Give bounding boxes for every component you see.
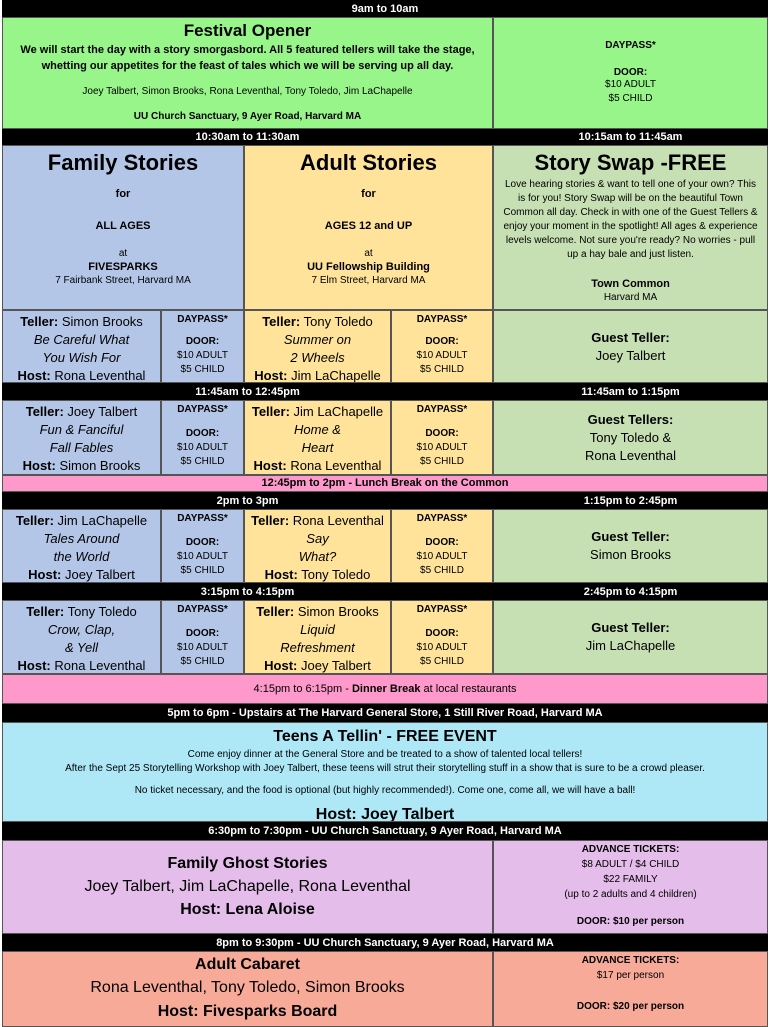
slot1-family-cell [2,310,161,383]
host-label: Host: [22,458,56,473]
child-price: $5 CHILD [420,656,464,667]
teens-line-2: After the Sept 25 Storytelling Workshop with Joey Talbert, these teens will strut their storytelling stuff in a show that is sure to be a crowd pleaser. [65,763,705,774]
swap-header [493,145,768,310]
cabaret-advance: ADVANCE TICKETS: [581,955,680,966]
slot3-family-cell [2,509,161,583]
slot2-family-host: Simon Brooks [59,458,141,473]
teller-label: Teller: [25,404,64,419]
adult-header [244,145,493,310]
slot1-adult-title-2: 2 Wheels [290,350,345,365]
slot3-adult-teller: Rona Leventhal [292,513,384,528]
dinner-bar [2,674,768,704]
time-bar-3-left [2,492,493,509]
child-price: $5 CHILD [180,456,225,467]
teller-label: Teller: [251,513,290,528]
slot4-family-teller: Tony Toledo [67,604,137,619]
teller-label: Teller: [15,513,54,528]
slot4-adult-cell [244,600,391,674]
slot1-family-title-2: You Wish For [42,350,121,365]
adult-price: $10 ADULT [416,642,468,653]
slot2-family-price [161,400,244,475]
daypass-label: DAYPASS* [416,513,468,524]
door-label: DOOR: [185,628,220,639]
door-label: DOOR: [185,428,220,439]
teens-cell [2,722,768,822]
host-label: Host: [254,368,288,383]
host-label: Host: [264,658,298,673]
family-header [2,145,244,310]
time-bar-2-right [493,383,768,400]
slot3-family-title-2: the World [53,549,110,564]
opener-time-bar [2,0,768,17]
teller-label: Teller: [262,314,301,329]
swap-title: Story Swap -FREE [534,150,727,175]
adult-at: at [364,248,373,260]
slot1-adult-host: Jim LaChapelle [291,368,381,383]
guest-teller-label: Guest Teller: [591,329,670,345]
opener-daypass: DAYPASS* [605,40,656,51]
time-1-right: 10:15am to 11:45am [578,131,683,143]
daypass-label: DAYPASS* [416,404,468,415]
slot2-guest-teller-2: Rona Leventhal [584,447,677,463]
slot1-adult-price [391,310,493,383]
door-label: DOOR: [185,537,220,548]
host-label: Host: [17,368,51,383]
door-label: DOOR: [425,537,459,548]
opener-location: UU Church Sanctuary, 9 Ayer Road, Harvard MA [133,111,362,122]
cabaret-price-cell [493,951,768,1027]
daypass-label: DAYPASS* [177,513,228,524]
family-venue: FIVESPARKS [88,261,158,274]
opener-child-price: $5 CHILD [608,93,653,104]
time-bar-1-right [493,129,768,145]
door-label: DOOR: [185,336,220,347]
slot3-adult-cell [244,509,391,583]
ghost-tellers: Joey Talbert, Jim LaChapelle, Rona Leventhal [84,878,411,895]
family-for: for [115,188,131,201]
child-price: $5 CHILD [180,565,225,576]
daypass-label: DAYPASS* [177,604,228,615]
swap-address: Harvard MA [603,292,658,304]
slot1-guest-teller: Joey Talbert [595,347,666,363]
swap-venue: Town Common [591,278,670,291]
adult-title: Adult Stories [300,150,437,175]
ghost-door: DOOR: $10 per person [576,916,685,927]
time-3-right: 1:15pm to 2:45pm [583,494,678,507]
slot3-adult-price [391,509,493,583]
time-bar-2-left [2,383,493,400]
guest-teller-label: Guest Teller: [591,620,670,635]
teller-label: Teller: [251,404,290,419]
teens-host: Host: Joey Talbert [315,806,455,822]
opener-time: 9am to 10am [351,2,419,15]
adult-price: $10 ADULT [416,551,468,562]
daypass-label: DAYPASS* [416,604,468,615]
slot4-family-cell [2,600,161,674]
adult-price: $10 ADULT [177,642,228,653]
host-label: Host: [28,567,62,582]
opener-price-cell [493,17,768,129]
lunch-time: 12:45pm to 2pm [261,477,346,489]
slot3-family-price [161,509,244,583]
dinner-time: 4:15pm to 6:15pm - [253,683,352,695]
slot3-family-teller: Jim LaChapelle [57,513,148,528]
slot1-family-title-1: Be Careful What [33,332,130,347]
slot4-family-host: Rona Leventhal [54,658,146,673]
opener-cell [2,17,493,129]
daypass-label: DAYPASS* [416,314,468,325]
slot4-guest-teller: Jim LaChapelle [585,638,676,653]
cabaret-cell [2,951,493,1027]
slot2-family-title-2: Fall Fables [49,440,114,455]
teens-line-3: No ticket necessary, and the food is optional (but highly recommended!). Come one, come all, we will have a ball! [134,785,636,796]
teller-label: Teller: [256,604,295,619]
family-address: 7 Fairbank Street, Harvard MA [55,275,191,287]
ghost-host: Host: Lena Aloise [180,901,315,918]
time-bar-4-right [493,583,768,600]
slot2-adult-price [391,400,493,475]
teens-bar [2,704,768,722]
time-2-right: 11:45am to 1:15pm [581,385,680,398]
adult-price: $10 ADULT [416,442,468,453]
ghost-bar [2,822,768,840]
opener-title: Festival Opener [183,21,312,40]
door-label: DOOR: [425,628,459,639]
child-price: $5 CHILD [420,364,464,375]
host-label: Host: [17,658,51,673]
time-1-left: 10:30am to 11:30am [195,131,300,143]
ghost-price-1: $8 ADULT / $4 CHILD [581,859,680,870]
teens-line-1: Come enjoy dinner at the General Store and be treated to a show of talented local tellers! [187,749,583,760]
opener-adult-price: $10 ADULT [605,79,656,90]
slot2-guest-teller-1: Tony Toledo & [589,429,672,445]
slot3-adult-host: Tony Toledo [301,567,371,582]
family-at: at [118,248,128,260]
ghost-title: Family Ghost Stories [167,855,328,872]
host-label: Host: [264,567,298,582]
slot4-guest-cell [493,600,768,674]
slot1-family-host: Rona Leventhal [54,368,146,383]
adult-price: $10 ADULT [416,350,468,361]
time-4-left: 3:15pm to 4:15pm [200,585,295,598]
slot2-family-title-1: Fun & Fanciful [39,422,124,437]
dinner-rest: at local restaurants [420,683,517,695]
slot2-guest-cell [493,400,768,475]
time-bar-1-left [2,129,493,145]
child-price: $5 CHILD [180,364,225,375]
adult-venue: UU Fellowship Building [307,261,430,274]
child-price: $5 CHILD [420,456,464,467]
ghost-price-3: (up to 2 adults and 4 children) [564,889,697,900]
slot1-adult-cell [244,310,391,383]
time-bar-4-left [2,583,493,600]
slot3-family-host: Joey Talbert [64,567,135,582]
door-label: DOOR: [425,428,459,439]
daypass-label: DAYPASS* [177,404,228,415]
ghost-price-cell [493,840,768,934]
slot4-adult-price [391,600,493,674]
time-4-right: 2:45pm to 4:15pm [583,585,678,598]
cabaret-door: DOOR: $20 per person [576,1001,685,1012]
family-title: Family Stories [47,150,199,175]
cabaret-host: Host: Fivesparks Board [157,1003,338,1020]
slot3-guest-cell [493,509,768,583]
slot4-adult-title-2: Refreshment [280,640,355,655]
slot2-family-teller: Joey Talbert [67,404,138,419]
cabaret-price-1: $17 per person [596,970,665,981]
opener-desc: We will start the day with a story smorgasbord. All 5 featured tellers will take the stage, whetting our appetites for the feast of tales which we will be serving up all day. [20,44,475,72]
slot4-adult-title-1: Liquid [300,622,335,637]
family-ages: ALL AGES [95,220,151,233]
lunch-bar [2,475,768,492]
child-price: $5 CHILD [180,656,225,667]
cabaret-bar [2,934,768,951]
slot4-family-title-2: & Yell [64,640,98,655]
time-2-left: 11:45am to 12:45pm [195,385,300,398]
slot3-adult-title-1: Say [306,531,329,546]
slot4-adult-host: Joey Talbert [300,658,371,673]
adult-price: $10 ADULT [177,350,228,361]
host-label: Host: [253,458,287,473]
slot3-family-title-1: Tales Around [43,531,120,546]
slot2-adult-title-2: Heart [301,440,334,455]
opener-door: DOOR: [613,67,648,78]
slot4-family-title-1: Crow, Clap, [47,622,116,637]
time-bar-3-right [493,492,768,509]
slot3-guest-teller: Simon Brooks [590,547,671,562]
slot1-family-price [161,310,244,383]
slot1-guest-cell [493,310,768,383]
teens-time-location: 5pm to 6pm - Upstairs at The Harvard General Store, 1 Still River Road, Harvard MA [167,707,603,719]
adult-price: $10 ADULT [177,551,228,562]
adult-for: for [361,188,376,201]
slot2-adult-title-1: Home & [294,422,341,437]
slot2-adult-host: Rona Leventhal [290,458,382,473]
door-label: DOOR: [425,336,459,347]
ghost-advance: ADVANCE TICKETS: [581,844,680,855]
child-price: $5 CHILD [420,565,464,576]
opener-tellers: Joey Talbert, Simon Brooks, Rona Leventhal, Tony Toledo, Jim LaChapelle [82,86,413,97]
teller-label: Teller: [20,314,59,329]
daypass-label: DAYPASS* [177,314,228,325]
slot1-adult-teller: Tony Toledo [303,314,373,329]
slot3-adult-title-2: What? [298,549,337,564]
slot1-family-teller: Simon Brooks [61,314,143,329]
cabaret-title: Adult Cabaret [195,956,300,973]
swap-desc: Love hearing stories & want to tell one of your own? This is for you! Story Swap will be on the beautiful Town Common all day. Check in with one of the Guest Tellers & enjoy your moment in the spotlight! All ages & experience levels welcome. Not sure you're ready? No worries - pull up a hay bale and just listen. [503,179,758,261]
slot4-family-price [161,600,244,674]
teens-title: Teens A Tellin' - FREE EVENT [273,728,497,745]
lunch-text: - Lunch Break on the Common [345,477,509,489]
adult-address: 7 Elm Street, Harvard MA [311,275,426,287]
adult-ages: AGES 12 and UP [324,220,413,233]
guest-tellers-label: Guest Tellers: [587,411,674,427]
ghost-cell [2,840,493,934]
slot2-adult-cell [244,400,391,475]
dinner-break: Dinner Break [351,683,421,695]
slot2-family-cell [2,400,161,475]
slot4-adult-teller: Simon Brooks [297,604,379,619]
guest-teller-label: Guest Teller: [591,529,670,544]
cabaret-tellers: Rona Leventhal, Tony Toledo, Simon Brooks [90,979,405,996]
adult-price: $10 ADULT [177,442,228,453]
teller-label: Teller: [26,604,65,619]
ghost-price-2: $22 FAMILY [603,874,658,885]
ghost-time-location: 6:30pm to 7:30pm - UU Church Sanctuary, 9 Ayer Road, Harvard MA [208,825,562,837]
slot2-adult-teller: Jim LaChapelle [293,404,384,419]
cabaret-time-location: 8pm to 9:30pm - UU Church Sanctuary, 9 Ayer Road, Harvard MA [216,936,554,949]
time-3-left: 2pm to 3pm [216,494,279,507]
slot1-adult-title-1: Summer on [283,332,352,347]
